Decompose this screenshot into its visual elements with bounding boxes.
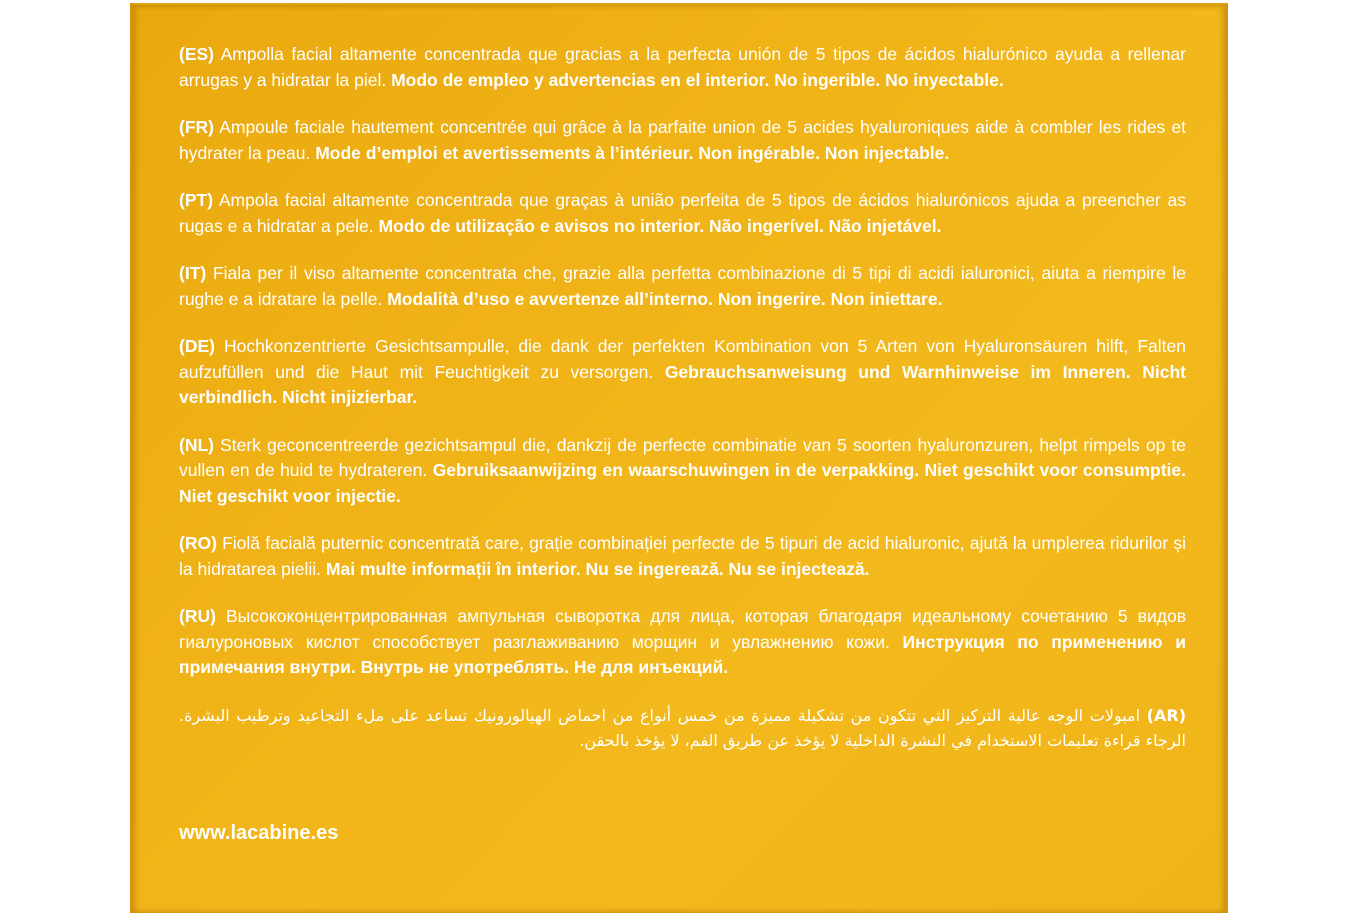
paragraph-ar [179, 703, 1186, 754]
paragraph-ru [179, 604, 1186, 681]
warning-fr: Mode d’emploi et avertissements à l’intérieur. Non ingérable. Non injectable. [315, 142, 950, 163]
paragraph-ro [179, 531, 1186, 582]
description-es: Ampolla facial altamente concentrada que gracias a la perfecta unión de 5 tipos de ácidos hialurónico ayuda a rellenar arrugas y a hidratar la piel. [179, 44, 1186, 90]
warning-ro: Mai multe informații în interior. Nu se ingerează. Nu se injectează. [325, 558, 870, 579]
language-code-nl: (NL) [179, 434, 214, 455]
language-code-ru: (RU) [179, 606, 216, 626]
language-code-ro: (RO) [179, 533, 217, 553]
description-nl: Sterk geconcentreerde gezichtsampul die, dankzij de perfecte combinatie van 5 soorten hyaluronzuren, helpt rimpels op te vullen en de huid te hydrateren. [179, 434, 1186, 480]
paragraph-it [179, 261, 1186, 312]
paragraph-pt [179, 188, 1186, 239]
warning-de: Gebrauchsanweisung und Warnhinweise im Inneren. Nicht verbindlich. Nicht injizierbar. [179, 361, 1186, 407]
warning-es: Modo de empleo y advertencias en el interior. No ingerible. No inyectable. [391, 69, 1004, 90]
description-fr: Ampoule faciale hautement concentrée qui grâce à la parfaite union de 5 acides hyaluroniques aide à combler les rides et hydrater la peau. [179, 117, 1186, 163]
language-code-pt: (PT) [179, 190, 214, 210]
paragraph-es [179, 42, 1186, 93]
description-it: Fiala per il viso altamente concentrata che, grazie alla perfetta combinazione di 5 tipi di acidi ialuronici, aiuta a riempire le rughe e a idratare la pelle. [179, 263, 1186, 309]
description-de: Hochkonzentrierte Gesichtsampulle, die dank der perfekten Kombination von 5 Arten von Hyaluronsäuren hilft, Falten aufzufüllen und die Haut mit Feuchtigkeit zu versorgen. [179, 336, 1186, 382]
website-url: www.lacabine.es [179, 822, 339, 844]
description-ar: امبولات الوجه عالية التركيز التي تتكون من تشكيلة مميزة من خمس أنواع من احماض الهيالورونيك تساعد على ملء التجاعيد وترطيب البشرة. الرجاء قراءة تعليمات الاستخدام في النشرة الداخلية لا يؤخذ عن طريق الفم، لا يؤخذ بالحقن. [179, 705, 1186, 750]
paragraph-nl [179, 433, 1186, 510]
language-code-ar: (AR) [1146, 705, 1186, 725]
paragraph-fr [179, 115, 1186, 166]
warning-pt: Modo de utilização e avisos no interior. Não ingerível. Não injetável. [378, 215, 942, 236]
paragraph-de [179, 334, 1186, 411]
description-ro: Fiolă facială puternic concentrată care, grație combinației perfecte de 5 tipuri de acid hialuronic, ajută la umplerea ridurilor și la hidratarea pielii. [179, 533, 1186, 579]
warning-it: Modalità d’uso e avvertenze all’interno. Non ingerire. Non iniettare. [387, 288, 943, 309]
description-ru: Высококонцентрированная ампульная сыворотка для лица, которая благодаря идеальному сочетанию 5 видов гиалуроновых кислот способствует разглаживанию морщин и увлажнению кожи. [179, 606, 1186, 652]
language-code-es: (ES) [179, 44, 214, 64]
product-box-back-panel [130, 3, 1228, 913]
multilingual-description [179, 42, 1186, 776]
language-code-de: (DE) [179, 336, 215, 356]
description-pt: Ampola facial altamente concentrada que graças à união perfeita de 5 tipos de ácidos hialurónicos ajuda a preencher as rugas e a hidratar a pele. [179, 190, 1186, 236]
language-code-it: (IT) [179, 263, 207, 283]
warning-nl: Gebruiksaanwijzing en waarschuwingen in de verpakking. Niet geschikt voor consumptie. Niet geschikt voor injectie. [179, 460, 1186, 506]
language-code-fr: (FR) [179, 117, 214, 137]
warning-ru: Инструкция по применению и примечания внутри. Внутрь не употреблять. Не для инъекций. [179, 631, 1186, 677]
